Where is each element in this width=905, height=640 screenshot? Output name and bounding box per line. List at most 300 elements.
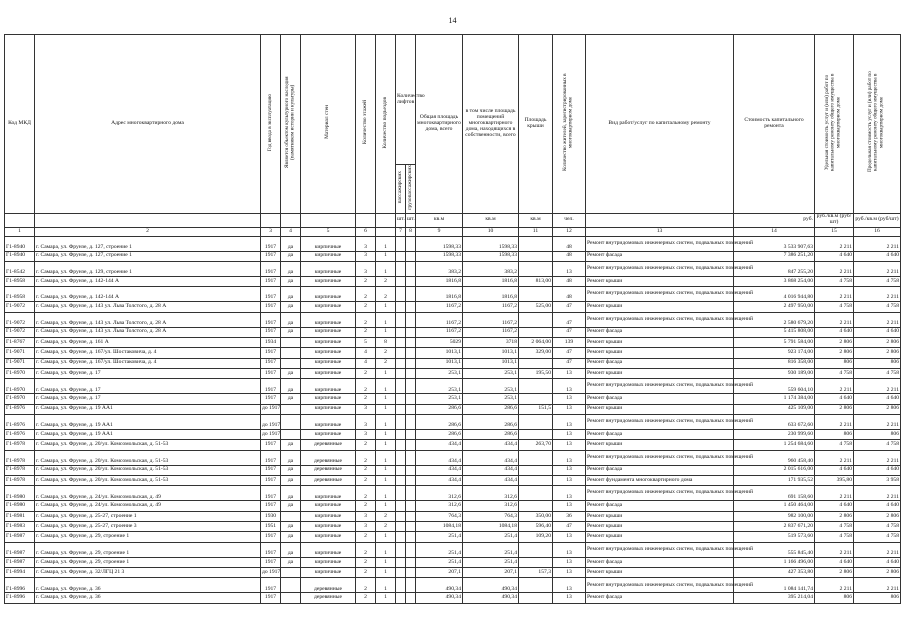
cell-entrances: 8: [376, 337, 396, 347]
cell-walls: кирпичные: [301, 522, 356, 532]
cell-code: Г1-8987: [5, 532, 35, 542]
cell-roof: 596,40: [519, 522, 553, 532]
cell-code: Г1-8996: [5, 578, 35, 593]
cell-code: Г1-8940: [5, 251, 35, 261]
cell-area-owned: 1084,18: [463, 522, 519, 532]
cell-residents: 47: [553, 348, 586, 358]
cell-lift-pass: [396, 369, 406, 379]
cell-heritage: да: [281, 557, 301, 567]
cell-cost: 555 845,40: [734, 542, 815, 557]
cell-entrances: 1: [376, 578, 396, 593]
cell-year: 1917: [261, 557, 281, 567]
table-row: [5, 465, 901, 475]
cell-area-owned: 434,4: [463, 440, 519, 450]
cell-residents: 13: [553, 430, 586, 440]
cell-specific: 4 640: [815, 327, 854, 337]
column-number: 9: [416, 227, 463, 236]
cell-walls: кирпичные: [301, 337, 356, 347]
cell-code: Г1-8542: [5, 261, 35, 276]
cell-area-owned: 1013,1: [463, 358, 519, 368]
cell-code: Г1-8978: [5, 440, 35, 450]
cell-work: Ремонт внутридомовых инженерных систем, подвальных помещений: [586, 379, 734, 394]
cell-area-total: 490,34: [416, 593, 463, 603]
cell-heritage: да: [281, 369, 301, 379]
cell-area-total: 434,4: [416, 465, 463, 475]
cell-specific: 2 211: [815, 312, 854, 327]
cell-specific: 4 640: [815, 557, 854, 567]
table-row: [5, 415, 901, 430]
cell-cost: 2 837 671,20: [734, 522, 815, 532]
cell-residents: 48: [553, 251, 586, 261]
cell-residents: 13: [553, 532, 586, 542]
cell-specific: 2 211: [815, 578, 854, 593]
cell-limit: 2 211: [854, 578, 901, 593]
cell-year: 1934: [261, 337, 281, 347]
header-entrances: Количество подъездов: [376, 35, 396, 214]
cell-entrances: 2: [376, 358, 396, 368]
cell-lift-pass: [396, 465, 406, 475]
cell-roof: 525,00: [519, 302, 553, 312]
column-number: 13: [586, 227, 734, 236]
cell-cost: 982 100,00: [734, 511, 815, 521]
cell-cost: 2 015 616,00: [734, 465, 815, 475]
cell-lift-pass: [396, 337, 406, 347]
header-floors: Количество этажей: [356, 35, 376, 214]
cell-specific: 4 758: [815, 369, 854, 379]
cell-floors: 2: [356, 593, 376, 603]
cell-year: 1917: [261, 302, 281, 312]
cell-year: 1917: [261, 348, 281, 358]
cell-work: Ремонт крыши: [586, 276, 734, 286]
cell-walls: кирпичные: [301, 404, 356, 414]
cell-roof: 813,00: [519, 276, 553, 286]
cell-area-total: 1167,2: [416, 312, 463, 327]
cell-area-total: 312,6: [416, 486, 463, 501]
cell-entrances: 1: [376, 430, 396, 440]
cell-heritage: да: [281, 440, 301, 450]
cell-area-owned: 764,3: [463, 511, 519, 521]
cell-residents: 13: [553, 261, 586, 276]
cell-heritage: да: [281, 276, 301, 286]
cell-lift-freight: [406, 568, 416, 578]
table-row: [5, 404, 901, 414]
cell-floors: 2: [356, 276, 376, 286]
cell-cost: 816 358,00: [734, 358, 815, 368]
cell-lift-freight: [406, 251, 416, 261]
cell-residents: 13: [553, 557, 586, 567]
cell-lift-freight: [406, 415, 416, 430]
table-row: [5, 358, 901, 368]
cell-area-owned: 286,6: [463, 404, 519, 414]
cell-code: Г1-8940: [5, 236, 35, 251]
cell-floors: 3: [356, 251, 376, 261]
cell-address: г. Самара, ул. Фрунзе, д. 25-27, строение 1: [35, 511, 261, 521]
unit-rub-sqm: руб./кв.м (руб/шт): [815, 213, 854, 227]
cell-roof: [519, 476, 553, 486]
cell-year: 1917: [261, 476, 281, 486]
cell-limit: 4 640: [854, 465, 901, 475]
cell-specific: 2 211: [815, 261, 854, 276]
cell-heritage: да: [281, 327, 301, 337]
cell-heritage: [281, 358, 301, 368]
cell-work: Ремонт крыши: [586, 440, 734, 450]
cell-lift-freight: [406, 486, 416, 501]
table-row: [5, 327, 901, 337]
cell-area-total: 286,6: [416, 404, 463, 414]
cell-specific: 2 211: [815, 379, 854, 394]
cell-work: Ремонт крыши: [586, 568, 734, 578]
header-work: Вид работ/услуг по капитальному ремонту: [586, 35, 734, 214]
unit-pcs: шт.: [406, 213, 416, 227]
cell-work: Ремонт крыши: [586, 369, 734, 379]
cell-roof: 263,70: [519, 440, 553, 450]
cell-limit: 2 806: [854, 404, 901, 414]
column-number-row: [5, 227, 901, 236]
cell-year: 1917: [261, 379, 281, 394]
cell-area-total: 5029: [416, 337, 463, 347]
header-code: Код МКД: [5, 35, 35, 214]
cell-lift-freight: [406, 511, 416, 521]
column-number: 11: [519, 227, 553, 236]
cell-code: Г1-9072: [5, 302, 35, 312]
cell-area-owned: 253,1: [463, 394, 519, 404]
cell-lift-pass: [396, 394, 406, 404]
cell-code: Г1-8996: [5, 593, 35, 603]
cell-entrances: 1: [376, 593, 396, 603]
cell-heritage: да: [281, 287, 301, 302]
cell-work: Ремонт крыши: [586, 522, 734, 532]
cell-walls: кирпичные: [301, 501, 356, 511]
cell-floors: 2: [356, 578, 376, 593]
cell-address: г. Самара, ул. Фрунзе, д. 36: [35, 593, 261, 603]
cell-code: Г1-8978: [5, 450, 35, 465]
cell-heritage: да: [281, 302, 301, 312]
cell-area-owned: 1598,33: [463, 251, 519, 261]
cell-floors: 2: [356, 568, 376, 578]
cell-specific: 806: [815, 430, 854, 440]
cell-area-total: 286,6: [416, 415, 463, 430]
cell-residents: 48: [553, 287, 586, 302]
cell-lift-freight: [406, 358, 416, 368]
cell-heritage: да: [281, 501, 301, 511]
cell-year: 1917: [261, 542, 281, 557]
cell-work: Ремонт крыши: [586, 532, 734, 542]
cell-entrances: 1: [376, 236, 396, 251]
cell-specific: 2 806: [815, 404, 854, 414]
cell-walls: кирпичные: [301, 486, 356, 501]
cell-lift-pass: [396, 276, 406, 286]
cell-specific: 4 758: [815, 440, 854, 450]
cell-cost: 425 109,00: [734, 404, 815, 414]
table-row: [5, 261, 901, 276]
cell-roof: [519, 236, 553, 251]
cell-entrances: 1: [376, 532, 396, 542]
cell-floors: 4: [356, 358, 376, 368]
cell-address: г. Самара, ул. Фрунзе, д. 17: [35, 379, 261, 394]
cell-lift-pass: [396, 358, 406, 368]
cell-floors: 2: [356, 369, 376, 379]
cell-area-owned: 286,6: [463, 430, 519, 440]
cell-code: Г1-9072: [5, 327, 35, 337]
cell-area-total: 253,1: [416, 369, 463, 379]
cell-floors: 3: [356, 522, 376, 532]
cell-roof: [519, 557, 553, 567]
cell-area-total: 251,4: [416, 557, 463, 567]
cell-specific: 4 640: [815, 251, 854, 261]
cell-work: Ремонт внутридомовых инженерных систем, подвальных помещений: [586, 578, 734, 593]
cell-walls: кирпичные: [301, 276, 356, 286]
cell-area-total: 312,6: [416, 501, 463, 511]
cell-lift-freight: [406, 465, 416, 475]
page-number: 14: [448, 16, 457, 25]
cell-area-owned: 207,1: [463, 568, 519, 578]
cell-specific: 2 806: [815, 337, 854, 347]
cell-roof: [519, 465, 553, 475]
cell-code: Г1-8976: [5, 415, 35, 430]
cell-residents: 13: [553, 486, 586, 501]
cell-work: Ремонт фасада: [586, 394, 734, 404]
cell-specific: 4 640: [815, 394, 854, 404]
cell-residents: 13: [553, 501, 586, 511]
cell-roof: [519, 578, 553, 593]
cell-residents: 47: [553, 312, 586, 327]
cell-heritage: [281, 337, 301, 347]
table-row: [5, 542, 901, 557]
cell-year: 1917: [261, 287, 281, 302]
cell-code: Г1-8976: [5, 404, 35, 414]
cell-year: 1917: [261, 486, 281, 501]
cell-limit: 2 211: [854, 486, 901, 501]
cell-heritage: да: [281, 236, 301, 251]
column-number: 5: [301, 227, 356, 236]
header-lifts: Количество лифтов: [396, 35, 416, 165]
column-number: 2: [35, 227, 261, 236]
column-number: 7: [396, 227, 406, 236]
cell-address: г. Самара, ул. Фрунзе, д. 161 А: [35, 337, 261, 347]
cell-limit: 4 758: [854, 369, 901, 379]
cell-cost: 559 604,10: [734, 379, 815, 394]
cell-lift-freight: [406, 287, 416, 302]
cell-cost: 633 672,60: [734, 415, 815, 430]
table-row: [5, 337, 901, 347]
cell-lift-pass: [396, 486, 406, 501]
table-row: [5, 312, 901, 327]
header-lift-pass: пассажирских: [396, 165, 406, 214]
cell-work: Ремонт фасада: [586, 557, 734, 567]
cell-work: Ремонт внутридомовых инженерных систем, подвальных помещений: [586, 450, 734, 465]
table-row: [5, 276, 901, 286]
cell-lift-freight: [406, 501, 416, 511]
table-row: [5, 476, 901, 486]
cell-limit: 2 211: [854, 287, 901, 302]
table-row: [5, 302, 901, 312]
cell-year: 1917: [261, 236, 281, 251]
cell-code: Г1-8987: [5, 557, 35, 567]
cell-residents: 13: [553, 379, 586, 394]
cell-lift-freight: [406, 379, 416, 394]
cell-year: 1930: [261, 511, 281, 521]
cell-residents: 13: [553, 578, 586, 593]
column-number: 3: [261, 227, 281, 236]
column-number: 12: [553, 227, 586, 236]
cell-roof: [519, 394, 553, 404]
cell-limit: 2 806: [854, 348, 901, 358]
cell-walls: деревянные: [301, 593, 356, 603]
cell-lift-freight: [406, 476, 416, 486]
cell-walls: кирпичные: [301, 302, 356, 312]
cell-specific: 4 758: [815, 302, 854, 312]
cell-specific: 2 806: [815, 511, 854, 521]
cell-year: 1917: [261, 369, 281, 379]
cell-work: Ремонт фасада: [586, 465, 734, 475]
table-body: [5, 236, 901, 603]
cell-lift-freight: [406, 578, 416, 593]
cell-floors: 2: [356, 440, 376, 450]
cell-year: 1917: [261, 440, 281, 450]
cell-area-owned: 434,4: [463, 465, 519, 475]
cell-area-total: 1167,2: [416, 327, 463, 337]
cell-walls: деревянные: [301, 440, 356, 450]
cell-work: Ремонт внутридомовых инженерных систем, подвальных помещений: [586, 312, 734, 327]
cell-lift-freight: [406, 312, 416, 327]
table-row: [5, 251, 901, 261]
cell-year: до 1917: [261, 568, 281, 578]
cell-residents: 47: [553, 358, 586, 368]
cell-lift-freight: [406, 532, 416, 542]
cell-limit: 2 211: [854, 379, 901, 394]
cell-year: 1917: [261, 501, 281, 511]
cell-address: г. Самара, ул. Фрунзе, д. 17: [35, 369, 261, 379]
cell-roof: [519, 312, 553, 327]
cell-entrances: 2: [376, 287, 396, 302]
header-address: Адрес многоквартирного дома: [35, 35, 261, 214]
cell-floors: 2: [356, 501, 376, 511]
cell-address: г. Самара, ул. Фрунзе, д. 25-27, строение 3: [35, 522, 261, 532]
cell-lift-pass: [396, 415, 406, 430]
cell-walls: кирпичные: [301, 312, 356, 327]
table-row: [5, 348, 901, 358]
cell-cost: 171 935,52: [734, 476, 815, 486]
table-row: [5, 287, 901, 302]
cell-residents: 13: [553, 440, 586, 450]
cell-limit: 4 758: [854, 532, 901, 542]
cell-limit: 2 806: [854, 337, 901, 347]
cell-year: 1917: [261, 327, 281, 337]
cell-limit: 2 806: [854, 568, 901, 578]
cell-entrances: 1: [376, 251, 396, 261]
cell-year: до 1917: [261, 404, 281, 414]
cell-roof: 350,00: [519, 511, 553, 521]
cell-lift-freight: [406, 450, 416, 465]
cell-limit: 2 211: [854, 542, 901, 557]
cell-code: Г1-8970: [5, 394, 35, 404]
cell-limit: 2 211: [854, 236, 901, 251]
cell-area-total: 1013,1: [416, 348, 463, 358]
cell-roof: [519, 261, 553, 276]
cell-work: Ремонт внутридомовых инженерных систем, подвальных помещений: [586, 415, 734, 430]
cell-area-total: 434,4: [416, 440, 463, 450]
cell-area-owned: 253,1: [463, 369, 519, 379]
cell-entrances: 2: [376, 511, 396, 521]
cell-walls: кирпичные: [301, 287, 356, 302]
cell-address: г. Самара, ул. Фрунзе, д. 19 АА1: [35, 415, 261, 430]
cell-area-total: 1167,2: [416, 302, 463, 312]
cell-walls: кирпичные: [301, 251, 356, 261]
cell-limit: 2 211: [854, 415, 901, 430]
header-year: Год ввода в эксплуатацию: [261, 35, 281, 214]
cell-work: Ремонт внутридомовых инженерных систем, подвальных помещений: [586, 542, 734, 557]
cell-area-total: 1013,1: [416, 358, 463, 368]
cell-area-owned: 312,6: [463, 486, 519, 501]
cell-heritage: [281, 404, 301, 414]
cell-floors: 4: [356, 348, 376, 358]
cell-cost: 1 166 496,00: [734, 557, 815, 567]
cell-cost: 230 999,60: [734, 430, 815, 440]
cell-lift-freight: [406, 593, 416, 603]
cell-area-owned: 253,1: [463, 379, 519, 394]
cell-area-total: 383,2: [416, 261, 463, 276]
cell-limit: 4 758: [854, 302, 901, 312]
cell-work: Ремонт внутридомовых инженерных систем, подвальных помещений: [586, 287, 734, 302]
cell-year: 1917: [261, 251, 281, 261]
cell-cost: 519 573,60: [734, 532, 815, 542]
cell-entrances: 1: [376, 379, 396, 394]
cell-walls: кирпичные: [301, 236, 356, 251]
cell-limit: 806: [854, 593, 901, 603]
cell-area-owned: 490,34: [463, 578, 519, 593]
cell-lift-pass: [396, 532, 406, 542]
cell-cost: 3 533 907,63: [734, 236, 815, 251]
cell-cost: 1 254 684,60: [734, 440, 815, 450]
cell-limit: 4 758: [854, 440, 901, 450]
table-row: [5, 578, 901, 593]
cell-roof: [519, 415, 553, 430]
unit-rub: руб.: [734, 213, 815, 227]
header-lift-freight: грузопассажирских: [406, 165, 416, 214]
cell-entrances: 2: [376, 348, 396, 358]
cell-address: г. Самара, ул. Фрунзе, д. 29, строение 1: [35, 542, 261, 557]
cell-specific: 2 211: [815, 236, 854, 251]
cell-area-total: 434,4: [416, 476, 463, 486]
cell-heritage: да: [281, 261, 301, 276]
cell-lift-pass: [396, 476, 406, 486]
table-row: [5, 557, 901, 567]
cell-specific: 395,80: [815, 476, 854, 486]
column-number: 6: [356, 227, 376, 236]
table-row: [5, 593, 901, 603]
column-number: 8: [406, 227, 416, 236]
cell-area-owned: 251,4: [463, 532, 519, 542]
cell-entrances: 1: [376, 394, 396, 404]
cell-residents: 13: [553, 476, 586, 486]
cell-walls: кирпичные: [301, 557, 356, 567]
cell-roof: [519, 593, 553, 603]
cell-limit: 4 640: [854, 327, 901, 337]
cell-limit: 4 640: [854, 501, 901, 511]
cell-heritage: [281, 593, 301, 603]
cell-lift-pass: [396, 522, 406, 532]
cell-walls: кирпичные: [301, 415, 356, 430]
cell-lift-pass: [396, 404, 406, 414]
cell-floors: 3: [356, 415, 376, 430]
cell-area-owned: 1167,2: [463, 302, 519, 312]
cell-lift-freight: [406, 430, 416, 440]
cell-code: Г1-8970: [5, 379, 35, 394]
cell-limit: 3 958: [854, 476, 901, 486]
cell-specific: 2 211: [815, 486, 854, 501]
cell-work: Ремонт фасада: [586, 430, 734, 440]
cell-lift-pass: [396, 312, 406, 327]
